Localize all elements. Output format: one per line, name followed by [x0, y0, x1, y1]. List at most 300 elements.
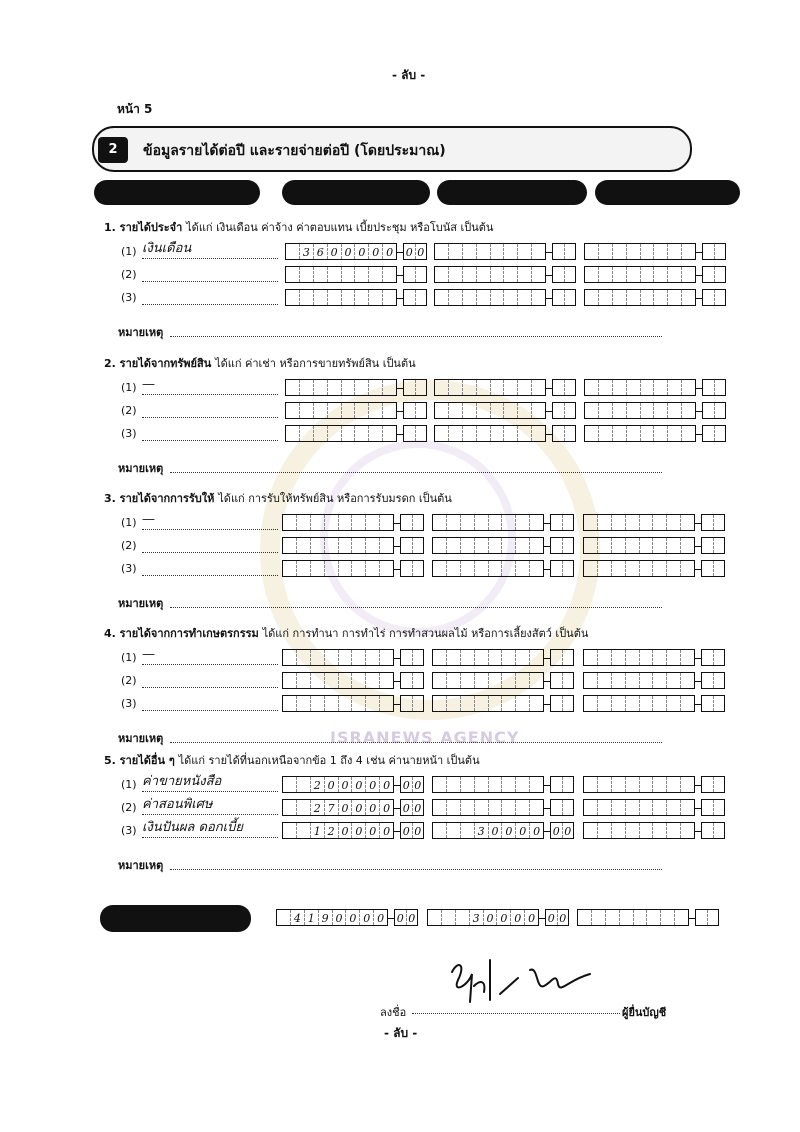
satang-cell: [562, 538, 574, 553]
baht-box[interactable]: [583, 776, 695, 793]
digit-cell: [490, 380, 504, 395]
satang-box[interactable]: [403, 266, 427, 283]
satang-cell: [703, 244, 714, 259]
satang-cell: [553, 426, 564, 441]
baht-box[interactable]: [285, 402, 397, 419]
satang-box[interactable]: [701, 822, 725, 839]
note-line[interactable]: [170, 325, 662, 337]
satang-box[interactable]: [550, 776, 574, 793]
amount-field[interactable]: [584, 379, 726, 396]
digit-cell: [382, 290, 396, 305]
digit-cell: [474, 800, 488, 815]
satang-box[interactable]: [701, 695, 725, 712]
satang-box[interactable]: [701, 537, 725, 554]
amount-field[interactable]: [583, 649, 725, 666]
note-line[interactable]: [170, 731, 662, 743]
satang-box[interactable]: [701, 514, 725, 531]
satang-cell: [404, 403, 415, 418]
digit-cell: [531, 403, 545, 418]
digit-cell: 0: [488, 823, 502, 838]
row-number: (1): [121, 516, 137, 529]
satang-cell: [401, 650, 412, 665]
satang-cell: [713, 696, 725, 711]
satang-box[interactable]: [400, 672, 424, 689]
satang-box[interactable]: [550, 514, 574, 531]
digit-cell: [354, 426, 368, 441]
digit-cell: [584, 823, 597, 838]
satang-box[interactable]: [550, 672, 574, 689]
digit-cell: [338, 673, 352, 688]
section-subtitle: ได้แก่ การรับให้ทรัพย์สิน หรือการรับมรดก เป็นต้น: [218, 492, 452, 505]
column-header-pill-label: [94, 180, 260, 205]
digit-cell: [667, 426, 681, 441]
digit-cell: [584, 673, 597, 688]
baht-box[interactable]: [285, 425, 397, 442]
digit-cell: [455, 910, 469, 925]
baht-box[interactable]: [282, 695, 394, 712]
amount-field[interactable]: [282, 649, 424, 666]
digit-cell: [338, 561, 352, 576]
amount-field[interactable]: [584, 289, 726, 306]
amount-field[interactable]: [282, 672, 424, 689]
digit-cell: 0: [524, 910, 538, 925]
section-heading-2: [104, 354, 416, 372]
baht-box[interactable]: [583, 799, 695, 816]
satang-cell: [713, 650, 725, 665]
total-pill: [100, 905, 251, 932]
baht-box[interactable]: [285, 379, 397, 396]
digit-cell: 0: [496, 910, 510, 925]
digit-cell: [639, 561, 653, 576]
baht-box[interactable]: [285, 243, 397, 260]
amount-field[interactable]: [583, 695, 725, 712]
baht-box[interactable]: [285, 266, 397, 283]
baht-box[interactable]: [282, 776, 394, 793]
satang-box[interactable]: [552, 266, 576, 283]
digit-cell: 1: [304, 910, 318, 925]
digit-cell: [462, 290, 476, 305]
satang-box[interactable]: [701, 799, 725, 816]
satang-box[interactable]: [702, 425, 726, 442]
satang-cell: [702, 561, 713, 576]
satang-cell: [551, 515, 562, 530]
amount-field[interactable]: [432, 672, 574, 689]
baht-box[interactable]: [577, 909, 689, 926]
digit-cell: [327, 290, 341, 305]
satang-cell: 0: [412, 777, 424, 792]
digit-cell: [433, 673, 446, 688]
section-subtitle: ได้แก่ ค่าเช่า หรือการขายทรัพย์สิน เป็นต้น: [215, 357, 416, 370]
satang-cell: [562, 515, 574, 530]
amount-field[interactable]: [583, 537, 725, 554]
digit-cell: [324, 650, 338, 665]
digit-cell: [283, 696, 296, 711]
digit-cell: [462, 403, 476, 418]
baht-box[interactable]: [432, 695, 544, 712]
satang-box[interactable]: [695, 909, 719, 926]
satang-box[interactable]: [701, 672, 725, 689]
total-field[interactable]: [276, 909, 418, 926]
digit-cell: [310, 696, 324, 711]
satang-cell: 0: [406, 910, 418, 925]
satang-cell: [415, 290, 427, 305]
amount-field[interactable]: [432, 560, 574, 577]
satang-cell: 0: [402, 779, 410, 792]
digit-cell: 2: [324, 823, 338, 838]
amount-field[interactable]: [583, 822, 725, 839]
digit-cell: [652, 515, 666, 530]
amount-field[interactable]: [584, 402, 726, 419]
digit-cell: [354, 267, 368, 282]
satang-box[interactable]: [400, 799, 424, 816]
amount-field[interactable]: [434, 289, 576, 306]
satang-box[interactable]: [550, 649, 574, 666]
row-number: (2): [121, 801, 137, 814]
amount-field[interactable]: [583, 672, 725, 689]
digit-cell: [286, 426, 299, 441]
digit-cell: [639, 538, 653, 553]
satang-box[interactable]: [701, 560, 725, 577]
amount-field[interactable]: [432, 695, 574, 712]
amount-field[interactable]: [434, 379, 576, 396]
baht-box[interactable]: [432, 649, 544, 666]
digit-cell: [327, 380, 341, 395]
digit-cell: [626, 267, 640, 282]
satang-box[interactable]: [552, 402, 576, 419]
digit-cell: [488, 800, 502, 815]
baht-box[interactable]: [434, 425, 546, 442]
digit-cell: [379, 650, 393, 665]
amount-field[interactable]: [282, 514, 424, 531]
amount-field[interactable]: [282, 560, 424, 577]
digit-cell: [490, 403, 504, 418]
amount-field[interactable]: [285, 289, 427, 306]
digit-cell: [365, 696, 379, 711]
digit-cell: [382, 403, 396, 418]
digit-cell: [501, 515, 515, 530]
digit-cell: [585, 380, 598, 395]
digit-cell: [515, 515, 529, 530]
satang-cell: [714, 403, 726, 418]
satang-cell: [401, 538, 412, 553]
digit-cell: [365, 561, 379, 576]
digit-cell: [625, 515, 639, 530]
satang-box[interactable]: [550, 799, 574, 816]
amount-field[interactable]: [432, 649, 574, 666]
amount-field[interactable]: [434, 266, 576, 283]
amount-field[interactable]: [285, 379, 427, 396]
satang-cell: [564, 403, 576, 418]
digit-cell: [433, 561, 446, 576]
amount-field[interactable]: [285, 425, 427, 442]
digit-cell: [379, 561, 393, 576]
satang-cell: 0: [402, 802, 410, 815]
satang-box[interactable]: [394, 909, 418, 926]
satang-box[interactable]: [552, 289, 576, 306]
amount-field[interactable]: [583, 776, 725, 793]
digit-cell: 7: [324, 800, 338, 815]
digit-cell: [639, 515, 653, 530]
digit-cell: [517, 426, 531, 441]
digit-cell: [652, 800, 666, 815]
satang-cell: [702, 823, 713, 838]
baht-box[interactable]: [583, 695, 695, 712]
baht-box[interactable]: [282, 560, 394, 577]
amount-field[interactable]: [434, 243, 576, 260]
digit-cell: [286, 403, 299, 418]
satang-box[interactable]: [403, 379, 427, 396]
digit-cell: [299, 380, 313, 395]
digit-cell: [501, 800, 515, 815]
digit-cell: [460, 561, 474, 576]
satang-cell: [412, 696, 424, 711]
satang-box[interactable]: [552, 243, 576, 260]
digit-cell: [515, 538, 529, 553]
watermark-text: ISRANEWS AGENCY: [330, 728, 520, 747]
row-number: (2): [121, 674, 137, 687]
digit-cell: [299, 290, 313, 305]
digit-cell: [433, 777, 446, 792]
baht-box[interactable]: [584, 289, 696, 306]
satang-box[interactable]: [550, 822, 574, 839]
banner-number: 2: [98, 137, 128, 163]
digit-cell: [625, 800, 639, 815]
digit-cell: 0: [529, 823, 543, 838]
satang-box[interactable]: [400, 537, 424, 554]
digit-cell: [639, 800, 653, 815]
baht-box[interactable]: [434, 289, 546, 306]
amount-field[interactable]: [583, 514, 725, 531]
satang-box[interactable]: [400, 649, 424, 666]
digit-cell: [476, 290, 490, 305]
baht-box[interactable]: [432, 560, 544, 577]
satang-box[interactable]: [552, 425, 576, 442]
baht-box[interactable]: [282, 822, 394, 839]
baht-box[interactable]: [432, 537, 544, 554]
section-heading-3: [104, 489, 452, 507]
total-field[interactable]: [427, 909, 569, 926]
baht-box[interactable]: [584, 243, 696, 260]
satang-box[interactable]: [550, 560, 574, 577]
digit-cell: [488, 650, 502, 665]
baht-box[interactable]: [434, 243, 546, 260]
digit-cell: [531, 244, 545, 259]
row-number: (1): [121, 778, 137, 791]
amount-field[interactable]: [285, 243, 427, 260]
digit-cell: [446, 777, 460, 792]
digit-cell: [681, 267, 695, 282]
row-label-line: [142, 426, 278, 441]
digit-cell: [313, 380, 327, 395]
amount-field[interactable]: [583, 560, 725, 577]
satang-box[interactable]: [400, 560, 424, 577]
baht-box[interactable]: [282, 799, 394, 816]
baht-box[interactable]: [583, 822, 695, 839]
baht-box[interactable]: [584, 402, 696, 419]
baht-box[interactable]: [583, 649, 695, 666]
digit-cell: [501, 696, 515, 711]
satang-cell: [412, 650, 424, 665]
satang-box[interactable]: [400, 514, 424, 531]
baht-box[interactable]: [282, 649, 394, 666]
satang-cell: [553, 244, 564, 259]
satang-cell: [551, 650, 562, 665]
banner-title: ข้อมูลรายได้ต่อปี และรายจ่ายต่อปี (โดยประมาณ): [143, 143, 446, 159]
digit-cell: [611, 696, 625, 711]
amount-field[interactable]: [432, 799, 574, 816]
satang-cell: [401, 673, 412, 688]
amount-field[interactable]: [282, 822, 424, 839]
baht-box[interactable]: [282, 672, 394, 689]
amount-field[interactable]: [434, 425, 576, 442]
baht-box[interactable]: [427, 909, 539, 926]
digit-cell: [625, 538, 639, 553]
digit-cell: [351, 515, 365, 530]
amount-field[interactable]: [282, 695, 424, 712]
digit-cell: [338, 515, 352, 530]
satang-cell: [713, 538, 725, 553]
baht-box[interactable]: [432, 672, 544, 689]
satang-box[interactable]: [702, 402, 726, 419]
satang-cell: [714, 290, 726, 305]
satang-box[interactable]: [403, 425, 427, 442]
baht-box[interactable]: [276, 909, 388, 926]
note-line[interactable]: [170, 461, 662, 473]
digit-cell: [283, 673, 296, 688]
baht-box[interactable]: [583, 560, 695, 577]
amount-field[interactable]: [285, 266, 427, 283]
digit-cell: [625, 696, 639, 711]
satang-box[interactable]: [702, 266, 726, 283]
total-field[interactable]: [577, 909, 719, 926]
row-label: เงินเดือน: [142, 241, 192, 256]
baht-box[interactable]: [583, 537, 695, 554]
satang-cell: [703, 267, 714, 282]
satang-box[interactable]: [701, 649, 725, 666]
baht-box[interactable]: [285, 289, 397, 306]
digit-cell: [354, 290, 368, 305]
digit-cell: [296, 561, 310, 576]
amount-field[interactable]: [583, 799, 725, 816]
amount-field[interactable]: [282, 537, 424, 554]
digit-cell: [382, 267, 396, 282]
digit-cell: [531, 380, 545, 395]
digit-cell: [515, 800, 529, 815]
satang-box[interactable]: [400, 776, 424, 793]
satang-box[interactable]: [550, 695, 574, 712]
digit-cell: [680, 800, 694, 815]
satang-box[interactable]: [552, 379, 576, 396]
amount-field[interactable]: [432, 537, 574, 554]
amount-field[interactable]: [285, 402, 427, 419]
satang-box[interactable]: [403, 243, 427, 260]
note-line[interactable]: [170, 858, 662, 870]
amount-field[interactable]: [432, 776, 574, 793]
digit-cell: [474, 650, 488, 665]
digit-cell: [296, 823, 310, 838]
digit-cell: [639, 696, 653, 711]
satang-cell: [412, 561, 424, 576]
baht-box[interactable]: [282, 537, 394, 554]
digit-cell: [446, 538, 460, 553]
baht-box[interactable]: [434, 266, 546, 283]
baht-box[interactable]: [583, 672, 695, 689]
satang-cell: [415, 403, 427, 418]
digit-cell: [639, 673, 653, 688]
baht-box[interactable]: [432, 822, 544, 839]
digit-cell: [313, 403, 327, 418]
satang-box[interactable]: [702, 243, 726, 260]
digit-cell: [674, 910, 688, 925]
amount-field[interactable]: [282, 799, 424, 816]
amount-field[interactable]: [282, 776, 424, 793]
baht-box[interactable]: [432, 799, 544, 816]
satang-box[interactable]: [701, 776, 725, 793]
digit-cell: [324, 515, 338, 530]
row-label-line: [142, 696, 278, 711]
digit-cell: 0: [354, 244, 368, 259]
digit-cell: [474, 538, 488, 553]
baht-box[interactable]: [434, 379, 546, 396]
section-heading-4: [104, 624, 588, 642]
amount-field[interactable]: [434, 402, 576, 419]
baht-box[interactable]: [432, 514, 544, 531]
satang-box[interactable]: [403, 402, 427, 419]
digit-cell: [368, 380, 382, 395]
row-number: (3): [121, 427, 137, 440]
satang-box[interactable]: [400, 822, 424, 839]
digit-cell: [529, 777, 543, 792]
digit-cell: 0: [483, 910, 497, 925]
digit-cell: [666, 823, 680, 838]
satang-cell: [551, 538, 562, 553]
satang-box[interactable]: [403, 289, 427, 306]
baht-box[interactable]: [584, 379, 696, 396]
digit-cell: [597, 650, 611, 665]
satang-box[interactable]: [550, 537, 574, 554]
amount-field[interactable]: [432, 822, 574, 839]
digit-cell: [448, 380, 462, 395]
digit-cell: [488, 673, 502, 688]
digit-cell: [341, 403, 355, 418]
digit-cell: 0: [373, 910, 387, 925]
row-number: (2): [121, 268, 137, 281]
baht-box[interactable]: [584, 425, 696, 442]
satang-cell: [713, 800, 725, 815]
baht-box[interactable]: [434, 402, 546, 419]
amount-field[interactable]: [584, 266, 726, 283]
amount-field[interactable]: [584, 425, 726, 442]
baht-box[interactable]: [432, 776, 544, 793]
satang-box[interactable]: [702, 379, 726, 396]
note-line[interactable]: [170, 596, 662, 608]
digit-cell: [341, 290, 355, 305]
digit-cell: [515, 650, 529, 665]
digit-cell: [529, 538, 543, 553]
baht-box[interactable]: [583, 514, 695, 531]
amount-field[interactable]: [432, 514, 574, 531]
digit-cell: [585, 267, 598, 282]
amount-field[interactable]: [584, 243, 726, 260]
baht-box[interactable]: [584, 266, 696, 283]
digit-cell: [598, 426, 612, 441]
digit-cell: [666, 538, 680, 553]
satang-box[interactable]: [400, 695, 424, 712]
satang-box[interactable]: [545, 909, 569, 926]
digit-cell: [619, 910, 633, 925]
satang-box[interactable]: [702, 289, 726, 306]
baht-box[interactable]: [282, 514, 394, 531]
